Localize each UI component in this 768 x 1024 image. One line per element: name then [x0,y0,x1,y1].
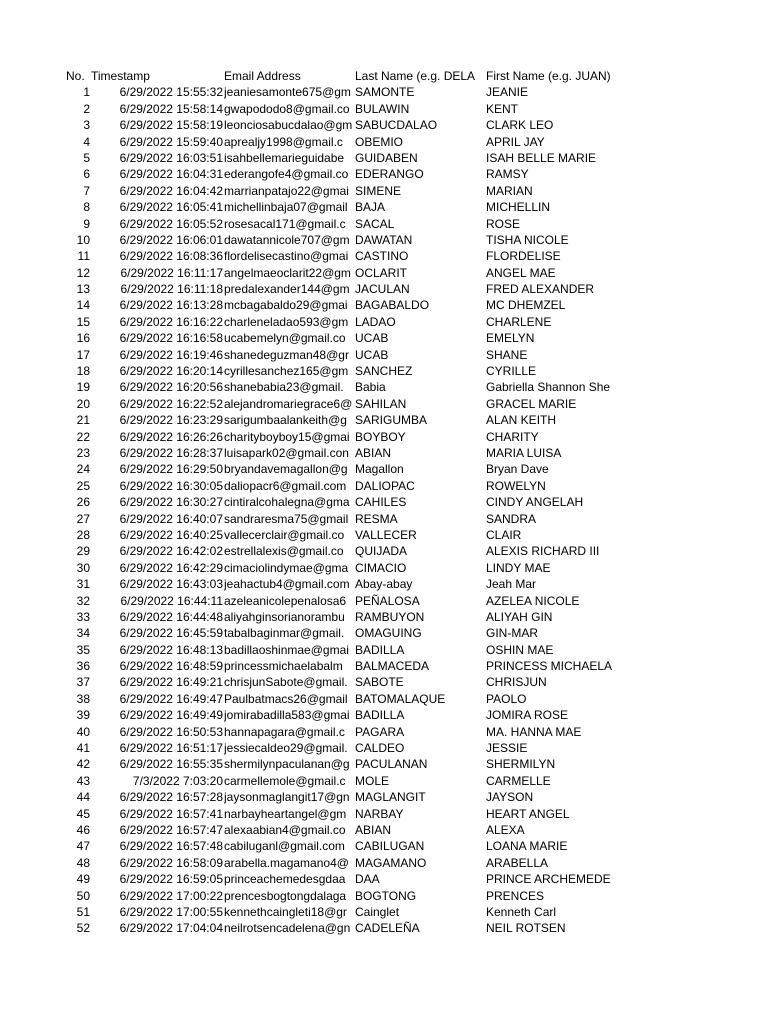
first-name-cell: GRACEL MARIE [486,396,577,411]
row-number: 37 [76,675,90,690]
row-number: 22 [76,429,90,444]
row-number: 35 [76,642,90,657]
timestamp-cell: 6/29/2022 15:55:32 [119,85,223,100]
row-number: 43 [76,773,90,788]
header-no: No. [66,69,85,83]
last-name-cell: BATOMALAQUE [355,691,446,706]
email-cell: jomirabadilla583@gmai [224,708,350,723]
first-name-cell: KENT [486,101,519,116]
row-number: 15 [76,314,90,329]
timestamp-cell: 6/29/2022 16:28:37 [119,445,223,460]
first-name-cell: CINDY ANGELAH [486,495,584,510]
email-cell: gwapododo8@gmail.co [224,101,350,116]
timestamp-cell: 6/29/2022 15:58:14 [119,101,223,116]
timestamp-cell: 6/29/2022 16:16:58 [119,331,223,346]
first-name-cell: CHARITY [486,429,539,444]
timestamp-cell: 6/29/2022 16:05:52 [119,216,223,231]
first-name-cell: JOMIRA ROSE [486,708,569,723]
timestamp-cell: 6/29/2022 16:44:11 [120,593,223,608]
email-cell: luisapark02@gmail.con [224,445,349,460]
email-cell: charityboyboy15@gmai [224,429,350,444]
email-cell: carmellemole@gmail.c [224,773,346,788]
timestamp-cell: 6/29/2022 16:43:03 [119,577,223,592]
row-number: 19 [76,380,90,395]
row-number: 3 [83,118,90,133]
row-number: 48 [76,855,90,870]
row-number: 26 [76,495,90,510]
last-name-cell: BOGTONG [355,888,417,903]
last-name-cell: SIMENE [355,183,402,198]
timestamp-cell: 6/29/2022 16:57:41 [119,806,223,821]
timestamp-cell: 6/29/2022 16:55:35 [119,757,223,772]
first-name-cell: MARIA LUISA [486,445,562,460]
timestamp-cell: 6/29/2022 16:48:59 [119,659,223,674]
email-cell: cimaciolindymae@gma [224,560,349,575]
last-name-cell: BAJA [355,200,386,215]
email-cell: cabiluganl@gmail.com [224,839,345,854]
timestamp-cell: 6/29/2022 16:40:07 [119,511,223,526]
row-number: 44 [76,790,90,805]
first-name-cell: LINDY MAE [486,560,551,575]
row-number: 49 [76,872,90,887]
last-name-cell: PEÑALOSA [355,593,420,608]
header-last-name: Last Name (e.g. DELA [355,69,476,83]
timestamp-cell: 6/29/2022 16:51:17 [119,741,223,756]
header-timestamp: Timestamp [91,69,150,83]
last-name-cell: Magallon [355,462,404,477]
email-cell: aprealjy1998@gmail.c [224,134,343,149]
row-number: 11 [77,249,90,264]
first-name-cell: ALAN KEITH [486,413,557,428]
email-cell: shanedeguzman48@gr [224,347,349,362]
last-name-cell: SAHILAN [355,396,407,411]
timestamp-cell: 6/29/2022 16:03:51 [119,150,223,165]
email-cell: alexaabian4@gmail.co [224,822,346,837]
timestamp-cell: 6/29/2022 16:57:28 [119,790,223,805]
timestamp-cell: 6/29/2022 16:11:18 [120,282,223,297]
first-name-cell: AZELEA NICOLE [486,593,580,608]
last-name-cell: OMAGUING [355,626,422,641]
timestamp-cell: 7/3/2022 7:03:20 [132,773,223,788]
row-number: 27 [76,511,90,526]
email-cell: predalexander144@gm [224,282,350,297]
email-cell: sandraresma75@gmail [224,511,349,526]
first-name-cell: Jeah Mar [486,577,537,592]
timestamp-cell: 6/29/2022 16:04:31 [119,167,223,182]
email-cell: marrianpatajo22@gmai [224,183,349,198]
first-name-cell: FLORDELISE [486,249,561,264]
last-name-cell: QUIJADA [355,544,408,559]
timestamp-cell: 6/29/2022 16:50:53 [119,724,223,739]
email-cell: flordelisecastino@gmai [224,249,349,264]
row-number: 24 [76,462,90,477]
first-name-cell: Bryan Dave [486,462,549,477]
timestamp-cell: 6/29/2022 16:45:59 [119,626,223,641]
timestamp-cell: 6/29/2022 16:23:29 [119,413,223,428]
first-name-cell: LOANA MARIE [486,839,568,854]
email-cell: ederangofe4@gmail.co [224,167,349,182]
email-cell: cintiralcohalegna@gma [224,495,350,510]
timestamp-cell: 6/29/2022 16:49:21 [119,675,223,690]
row-number: 17 [76,347,90,362]
last-name-cell: ABIAN [355,445,392,460]
timestamp-cell: 6/29/2022 16:30:27 [119,495,223,510]
last-name-cell: OCLARIT [355,265,408,280]
email-cell: Paulbatmacs26@gmail [224,691,348,706]
row-number: 46 [76,822,90,837]
timestamp-cell: 6/29/2022 16:49:47 [119,691,223,706]
row-number: 10 [76,232,90,247]
email-cell: hannapagara@gmail.c [224,724,345,739]
first-name-cell: ARABELLA [486,855,549,870]
email-cell: jeaniesamonte675@gm [224,85,351,100]
last-name-cell: DAA [355,872,380,887]
timestamp-cell: 6/29/2022 17:00:22 [119,888,223,903]
last-name-cell: EDERANGO [355,167,424,182]
last-name-cell: ABIAN [355,822,392,837]
first-name-cell: ALEXIS RICHARD III [486,544,600,559]
email-cell: vallecerclair@gmail.co [224,527,345,542]
first-name-cell: GIN-MAR [486,626,538,641]
last-name-cell: CALDEO [355,741,405,756]
email-cell: dawatannicole707@gm [224,232,350,247]
row-number: 23 [76,445,90,460]
email-cell: narbayheartangel@gm [224,806,347,821]
first-name-cell: ALIYAH GIN [486,609,553,624]
last-name-cell: UCAB [355,331,389,346]
last-name-cell: OBEMIO [355,134,404,149]
timestamp-cell: 6/29/2022 16:19:46 [119,347,223,362]
last-name-cell: PACULANAN [355,757,428,772]
row-number: 18 [76,364,90,379]
header-email: Email Address [224,69,301,83]
row-number: 12 [76,265,90,280]
last-name-cell: Abay-abay [355,577,413,592]
last-name-cell: BADILLA [355,708,405,723]
row-number: 39 [76,708,90,723]
timestamp-cell: 6/29/2022 17:04:04 [119,921,223,936]
row-number: 2 [83,101,90,116]
last-name-cell: CIMACIO [355,560,407,575]
last-name-cell: SABUCDALAO [355,118,438,133]
email-cell: shanebabia23@gmail. [224,380,344,395]
row-number: 47 [76,839,90,854]
email-cell: princessmichaelabalm [224,659,343,674]
row-number: 20 [76,396,90,411]
first-name-cell: TISHA NICOLE [486,232,569,247]
first-name-cell: JESSIE [486,741,528,756]
email-cell: cyrillesanchez165@gm [224,364,349,379]
header-first-name: First Name (e.g. JUAN) [486,69,611,83]
email-cell: chrisjunSabote@gmail. [224,675,348,690]
row-number: 5 [83,150,90,165]
row-number: 13 [76,282,90,297]
email-cell: jeahactub4@gmail.com [224,577,350,592]
last-name-cell: BAGABALDO [355,298,430,313]
email-cell: estrellalexis@gmail.co [224,544,344,559]
last-name-cell: SABOTE [355,675,404,690]
email-cell: badillaoshinmae@gmai [224,642,349,657]
first-name-cell: NEIL ROTSEN [486,921,566,936]
row-number: 1 [83,85,90,100]
email-cell: angelmaeoclarit22@gm [224,265,351,280]
timestamp-cell: 6/29/2022 16:04:42 [119,183,223,198]
first-name-cell: EMELYN [486,331,535,346]
email-cell: kennethcaingleti18@gr [224,904,347,919]
timestamp-cell: 6/29/2022 16:11:17 [120,265,223,280]
row-number: 36 [76,659,90,674]
last-name-cell: BALMACEDA [355,659,430,674]
first-name-cell: ALEXA [486,822,525,837]
row-number: 32 [76,593,90,608]
timestamp-cell: 6/29/2022 16:22:52 [119,396,223,411]
first-name-cell: ROWELYN [486,478,546,493]
email-cell: daliopacr6@gmail.com [224,478,347,493]
last-name-cell: BADILLA [355,642,405,657]
row-number: 29 [76,544,90,559]
timestamp-cell: 6/29/2022 16:48:13 [119,642,223,657]
last-name-cell: LADAO [355,314,396,329]
timestamp-cell: 6/29/2022 16:08:36 [119,249,223,264]
email-cell: ucabemelyn@gmail.co [224,331,346,346]
timestamp-cell: 6/29/2022 16:06:01 [119,232,223,247]
first-name-cell: CHARLENE [486,314,552,329]
timestamp-cell: 6/29/2022 16:42:02 [119,544,223,559]
email-cell: prencesbogtongdalaga [224,888,347,903]
first-name-cell: SHANE [486,347,528,362]
email-cell: shermilynpaculanan@g [224,757,350,772]
email-cell: bryandavemagallon@g [224,462,348,477]
timestamp-cell: 6/29/2022 16:20:14 [119,364,223,379]
email-cell: michellinbaja07@gmail [224,200,348,215]
first-name-cell: SANDRA [486,511,537,526]
first-name-cell: ANGEL MAE [486,265,556,280]
row-number: 30 [76,560,90,575]
last-name-cell: RAMBUYON [355,609,425,624]
last-name-cell: MAGLANGIT [355,790,426,805]
last-name-cell: MOLE [355,773,390,788]
first-name-cell: JEANIE [486,85,529,100]
first-name-cell: ROSE [486,216,521,231]
first-name-cell: RAMSY [486,167,529,182]
row-number: 34 [76,626,90,641]
timestamp-cell: 6/29/2022 16:49:49 [119,708,223,723]
first-name-cell: CYRILLE [486,364,537,379]
last-name-cell: CASTINO [355,249,409,264]
row-number: 52 [76,921,90,936]
timestamp-cell: 6/29/2022 16:29:50 [119,462,223,477]
email-cell: neilrotsencadelena@gn [224,921,351,936]
row-number: 51 [76,904,90,919]
row-number: 38 [76,691,90,706]
row-number: 42 [76,757,90,772]
last-name-cell: CABILUGAN [355,839,425,854]
first-name-cell: PRENCES [486,888,545,903]
row-number: 6 [83,167,90,182]
timestamp-cell: 6/29/2022 16:42:29 [119,560,223,575]
email-cell: jaysonmaglangit17@gn [224,790,350,805]
timestamp-cell: 6/29/2022 16:05:41 [119,200,223,215]
email-cell: rosesacal171@gmail.c [224,216,346,231]
first-name-cell: CLAIR [486,527,522,542]
first-name-cell: Gabriella Shannon She [486,380,611,395]
first-name-cell: JAYSON [486,790,534,805]
first-name-cell: SHERMILYN [486,757,556,772]
last-name-cell: NARBAY [355,806,404,821]
row-number: 28 [76,527,90,542]
row-number: 25 [76,478,90,493]
last-name-cell: UCAB [355,347,389,362]
last-name-cell: DAWATAN [355,232,413,247]
timestamp-cell: 6/29/2022 16:59:05 [119,872,223,887]
timestamp-cell: 6/29/2022 16:13:28 [119,298,223,313]
row-number: 40 [76,724,90,739]
last-name-cell: VALLECER [355,527,417,542]
last-name-cell: PAGARA [355,724,405,739]
row-number: 45 [76,806,90,821]
email-cell: mcbagabaldo29@gmai [224,298,348,313]
first-name-cell: CLARK LEO [486,118,554,133]
timestamp-cell: 6/29/2022 16:57:47 [119,822,223,837]
row-number: 33 [76,609,90,624]
first-name-cell: MICHELLIN [486,200,551,215]
row-number: 50 [76,888,90,903]
last-name-cell: JACULAN [355,282,410,297]
email-cell: princeachemedesgdaa [224,872,346,887]
first-name-cell: FRED ALEXANDER [486,282,595,297]
timestamp-cell: 6/29/2022 16:40:25 [119,527,223,542]
email-cell: jessiecaldeo29@gmail. [224,741,348,756]
timestamp-cell: 6/29/2022 15:58:19 [119,118,223,133]
timestamp-cell: 6/29/2022 16:44:48 [119,609,223,624]
first-name-cell: APRIL JAY [486,134,545,149]
first-name-cell: OSHIN MAE [486,642,554,657]
email-cell: tabalbaginmar@gmail. [224,626,345,641]
timestamp-cell: 6/29/2022 17:00:55 [119,904,223,919]
email-cell: leonciosabucdalao@gm [224,118,353,133]
timestamp-cell: 6/29/2022 15:59:40 [119,134,223,149]
first-name-cell: ISAH BELLE MARIE [486,150,597,165]
email-cell: arabella.magamano4@ [224,855,349,870]
timestamp-cell: 6/29/2022 16:58:09 [119,855,223,870]
timestamp-cell: 6/29/2022 16:57:48 [119,839,223,854]
row-number: 8 [83,200,90,215]
first-name-cell: HEART ANGEL [486,806,570,821]
last-name-cell: Babia [355,380,386,395]
first-name-cell: MC DHEMZEL [486,298,566,313]
first-name-cell: MA. HANNA MAE [486,724,582,739]
email-cell: charleneladao593@gm [224,314,349,329]
timestamp-cell: 6/29/2022 16:26:26 [119,429,223,444]
first-name-cell: CHRISJUN [486,675,547,690]
last-name-cell: BULAWIN [355,101,410,116]
email-cell: isahbellemarieguidabe [224,150,345,165]
first-name-cell: PRINCESS MICHAELA [486,659,613,674]
row-number: 16 [76,331,90,346]
last-name-cell: SARIGUMBA [355,413,428,428]
timestamp-cell: 6/29/2022 16:30:05 [119,478,223,493]
email-cell: azeleanicolepenalosa6 [224,593,347,608]
row-number: 4 [83,134,90,149]
first-name-cell: CARMELLE [486,773,551,788]
row-number: 9 [83,216,90,231]
email-cell: sarigumbaalankeith@g [224,413,347,428]
row-number: 31 [76,577,90,592]
last-name-cell: Cainglet [355,904,400,919]
row-number: 14 [76,298,90,313]
last-name-cell: MAGAMANO [355,855,427,870]
timestamp-cell: 6/29/2022 16:16:22 [119,314,223,329]
row-number: 41 [76,741,90,756]
last-name-cell: BOYBOY [355,429,406,444]
email-cell: alejandromariegrace6@ [224,396,353,411]
last-name-cell: SACAL [355,216,395,231]
first-name-cell: PAOLO [486,691,527,706]
last-name-cell: CAHILES [355,495,407,510]
last-name-cell: SANCHEZ [355,364,413,379]
last-name-cell: GUIDABEN [355,150,418,165]
timestamp-cell: 6/29/2022 16:20:56 [119,380,223,395]
first-name-cell: PRINCE ARCHEMEDE [486,872,611,887]
first-name-cell: MARIAN [486,183,533,198]
last-name-cell: SAMONTE [355,85,415,100]
last-name-cell: CADELEÑA [355,921,420,936]
row-number: 21 [76,413,90,428]
row-number: 7 [83,183,90,198]
last-name-cell: RESMA [355,511,398,526]
last-name-cell: DALIOPAC [355,478,415,493]
email-cell: aliyahginsorianorambu [224,609,345,624]
first-name-cell: Kenneth Carl [486,904,557,919]
